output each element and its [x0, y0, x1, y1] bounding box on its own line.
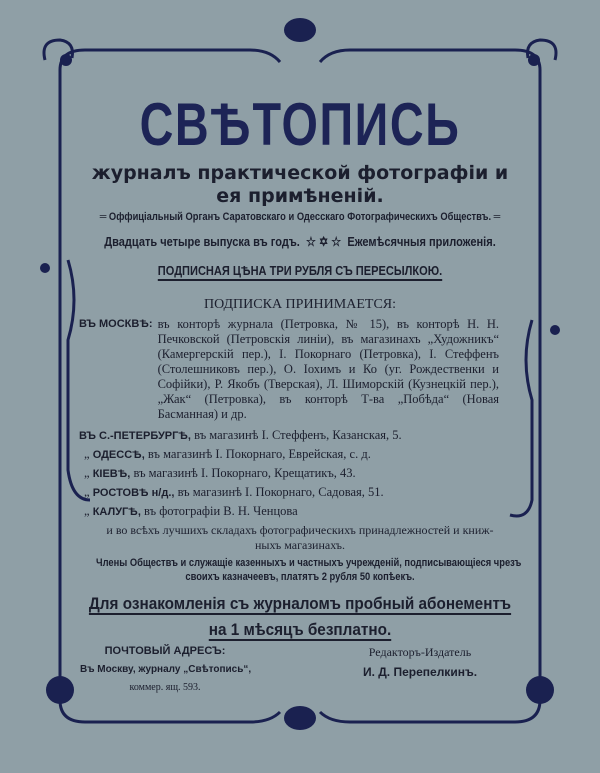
- city-row: „ РОСТОВѢ н/д., въ магазинѣ І. Покорнаго, Садовая, 51.: [84, 485, 384, 499]
- issues-line: [45, 234, 555, 250]
- city-row: „ КІЕВѢ, въ магазинѣ І. Покорнаго, Крещатикъ, 43.: [84, 466, 356, 480]
- trial-line-2: на 1 мѣсяцъ безплатно.: [208, 620, 392, 639]
- all-stores-line-1: и во всѣхъ лучшихъ складахъ фотографическихъ принадлежностей и книж-: [106, 523, 494, 537]
- all-stores-line-2: ныхъ магазинахъ.: [255, 538, 345, 552]
- subtitle-line-2: ея примѣненій.: [216, 185, 384, 207]
- city-moscow: ВЪ МОСКВѢ:: [79, 318, 153, 330]
- star-icons: ☆ ✡ ☆: [305, 234, 342, 249]
- monthly-supplements: Ежемѣсячныя приложенія.: [347, 234, 496, 249]
- subtitle-line-1: журналъ практической фотографіи и: [91, 162, 509, 184]
- postal-line-1: Въ Москву, журналу „Свѣтопись“,: [80, 664, 252, 675]
- subscription-price: ПОДПИСНАЯ ЦѢНА ТРИ РУБЛЯ СЪ ПЕРЕСЫЛКОЮ.: [157, 263, 443, 278]
- moscow-block: [79, 317, 499, 422]
- subscription-heading: ПОДПИСКА ПРИНИМАЕТСЯ:: [203, 297, 397, 312]
- magazine-title: СВѢТОПИСЬ: [139, 91, 461, 158]
- subscription-section: [60, 296, 540, 642]
- editor-heading: Редакторъ-Издатель: [368, 645, 472, 659]
- city-row: ВЪ С.-ПЕТЕРБУРГѢ, въ магазинѣ І. Стеффенъ, Казанская, 5.: [79, 428, 402, 442]
- moscow-text: въ конторѣ журнала (Петровка, № 15), въ конторѣ Н. Н. Печковской (Петровскія линіи), въ магазинахъ „Художникъ“ (Камергерскій пер.), І. Покорнаго (Петровка), І. Стеффенъ (Столешниковъ пер.), О. Іохимъ и Ко (уг. Рождественки и Софійки), Р. Якобъ (Тверская), Л. Шиморскій (Кузнецкій пер.), „Жак“ (Петровка), въ конторѣ Т-ва „Побѣда“ (Новая Басманная) и др.: [157, 317, 499, 421]
- members-line-2: своихъ казначеевъ, платятъ 2 рубля 50 копѣекъ.: [185, 571, 415, 583]
- members-line-1: Члены Обществъ и служащіе казенныхъ и частныхъ учрежденій, подписывающіеся чрезъ: [96, 557, 522, 569]
- editor-name: И. Д. Перепелкинъ.: [362, 665, 478, 679]
- postal-line-2: коммер. ящ. 593.: [129, 682, 201, 693]
- city-row: „ КАЛУГѢ, въ фотографіи В. Н. Ченцова: [84, 504, 298, 518]
- postal-heading: ПОЧТОВЫЙ АДРЕСЪ:: [104, 645, 226, 657]
- official-organ: ═ Оффиціальный Органъ Саратовскаго и Одесскаго Фотографическихъ Обществъ. ═: [99, 211, 501, 223]
- issues-per-year: Двадцать четыре выпуска въ годъ.: [104, 234, 300, 249]
- city-row: „ ОДЕССѢ, въ магазинѣ І. Покорнаго, Еврейская, с. д.: [84, 447, 371, 461]
- trial-line-1: Для ознакомленія съ журналомъ пробный абонементъ: [88, 594, 512, 613]
